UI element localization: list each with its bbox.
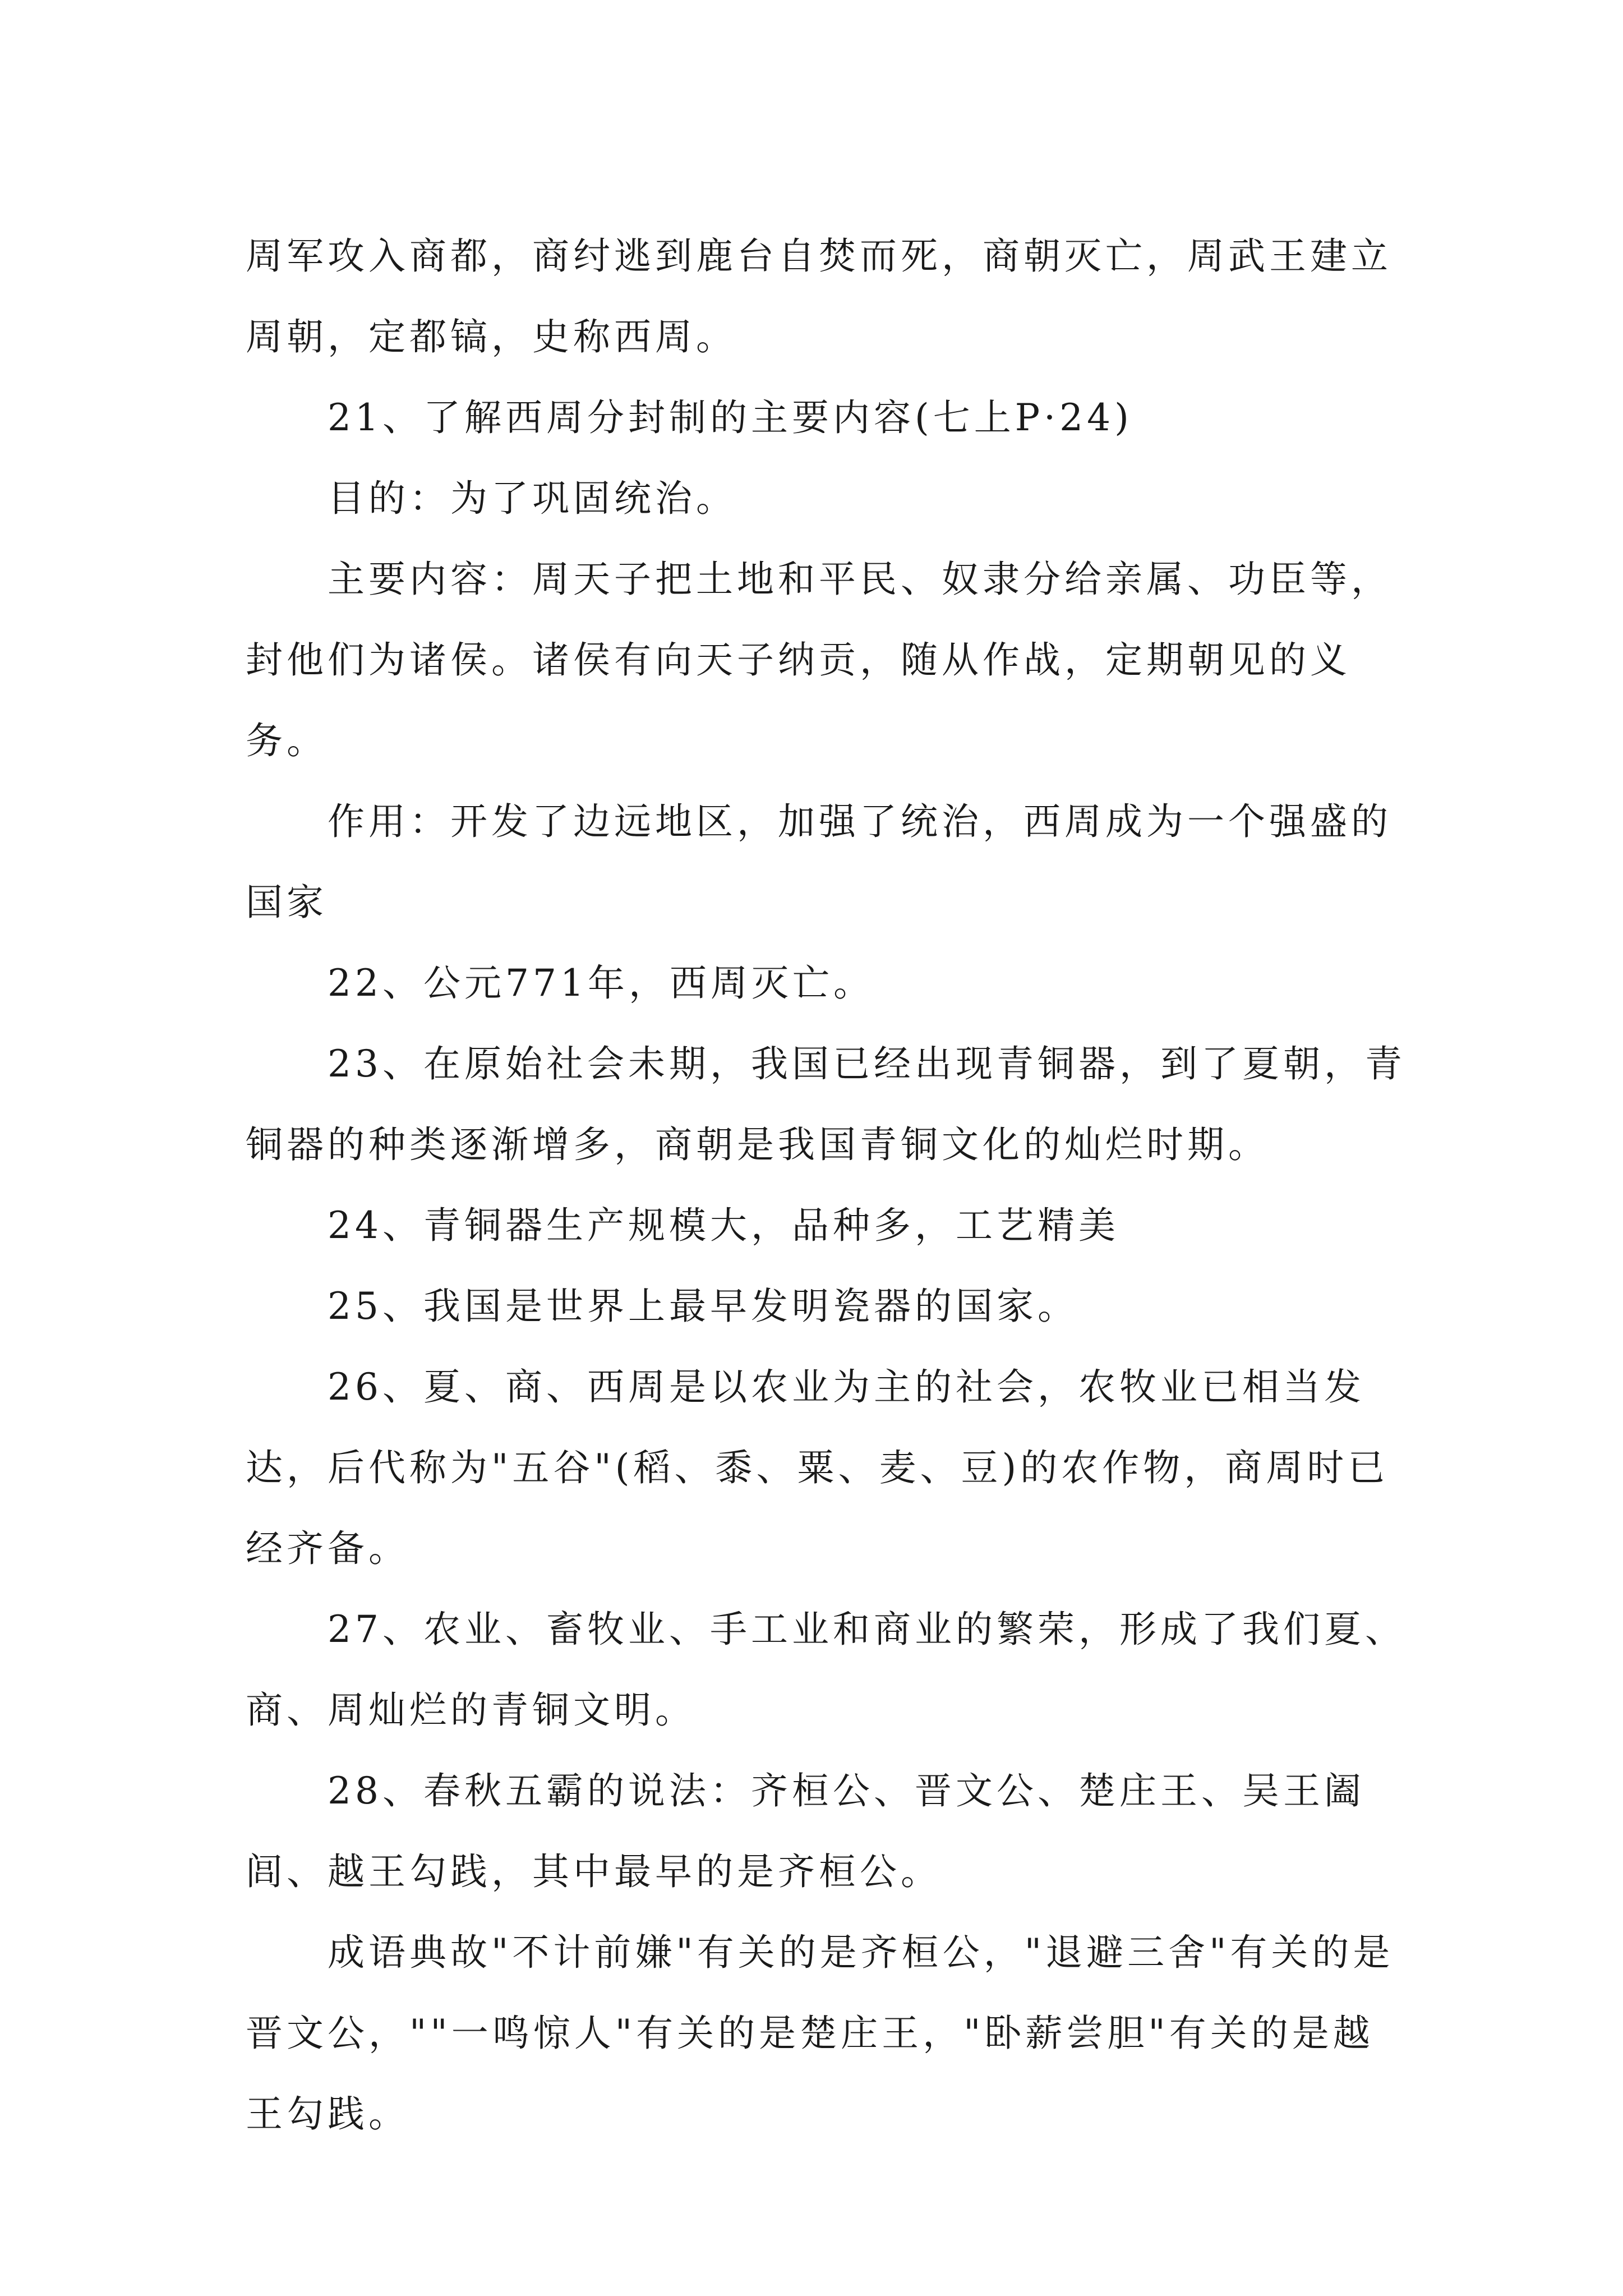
- paragraph-item-25: 25、我国是世界上最早发明瓷器的国家。: [328, 1285, 1078, 1328]
- paragraph-continuation: 周军攻入商都，商纣逃到鹿台自焚而死，商朝灭亡，周武王建立周朝，定都镐，史称西周。: [246, 234, 1392, 358]
- paragraph-idioms: 成语典故"不计前嫌"有关的是齐桓公，"退避三舍"有关的是晋文公，""一鸣惊人"有关的是楚庄王，"卧薪尝胆"有关的是越王勾践。: [246, 1931, 1394, 2136]
- paragraph-item-24: 24、青铜器生产规模大，品种多，工艺精美: [328, 1204, 1119, 1247]
- paragraph-main-content: 主要内容：周天子把土地和平民、奴隶分给亲属、功臣等，封他们为诸侯。诸侯有向天子纳贡，随从作战，定期朝见的义务。: [246, 558, 1392, 762]
- document-body: [246, 216, 1412, 2155]
- paragraph-effect: 作用：开发了边远地区，加强了统治，西周成为一个强盛的国家: [246, 800, 1392, 924]
- paragraph-item-21-heading: 21、了解西周分封制的主要内容(七上P·24): [328, 396, 1133, 439]
- paragraph-item-28: 28、春秋五霸的说法：齐桓公、晋文公、楚庄王、吴王阖闾、越王勾践，其中最早的是齐桓公。: [246, 1769, 1365, 1893]
- paragraph-item-23: 23、在原始社会未期，我国已经出现青铜器，到了夏朝，青铜器的种类逐渐增多，商朝是我国青铜文化的灿烂时期。: [246, 1042, 1406, 1166]
- paragraph-item-27: 27、农业、畜牧业、手工业和商业的繁荣，形成了我们夏、商、周灿烂的青铜文明。: [246, 1608, 1406, 1732]
- paragraph-item-22: 22、公元771年，西周灭亡。: [328, 961, 874, 1005]
- paragraph-purpose: 目的：为了巩固统治。: [328, 477, 737, 520]
- paragraph-item-26: 26、夏、商、西周是以农业为主的社会，农牧业已相当发达，后代称为"五谷"(稻、黍、粟、麦、豆)的农作物，商周时已经齐备。: [246, 1365, 1389, 1570]
